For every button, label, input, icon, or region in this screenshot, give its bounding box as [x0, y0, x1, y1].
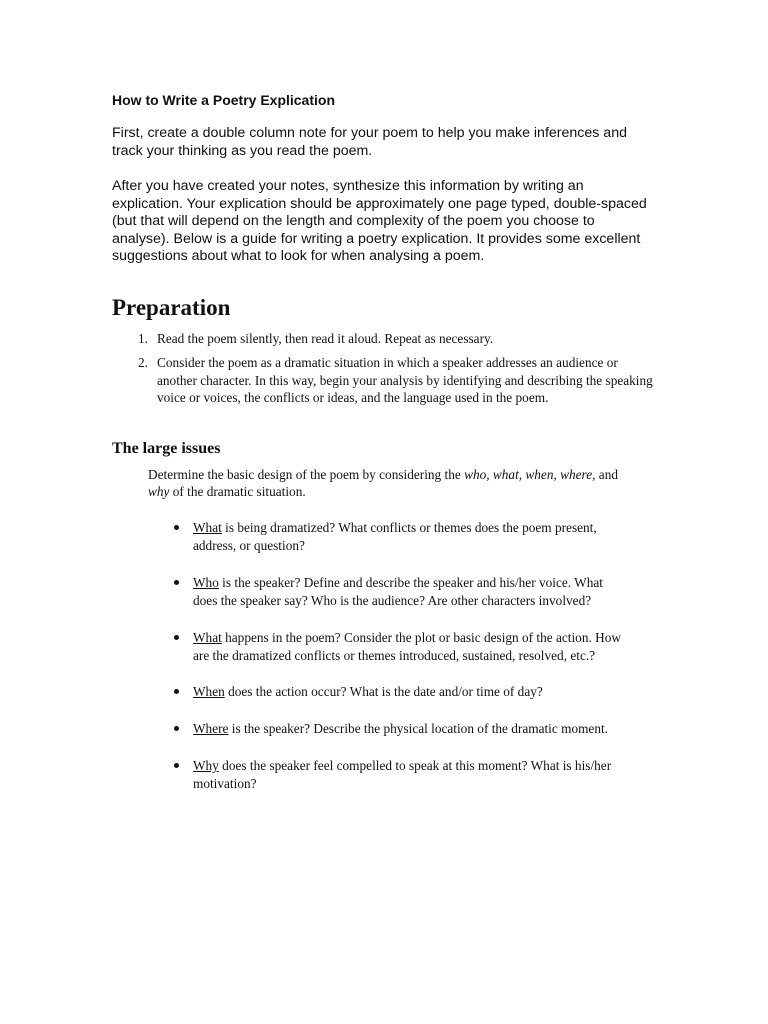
- step-text: Read the poem silently, then read it aloud. Repeat as necessary.: [157, 331, 494, 346]
- list-item: [172, 720, 622, 738]
- bullet-icon: [174, 689, 179, 694]
- bullet-icon: [174, 635, 179, 640]
- large-issues-bullet-list: [172, 519, 622, 812]
- intro-italic-why: why: [148, 484, 170, 500]
- list-item: [172, 574, 622, 610]
- bullet-text: does the action occur? What is the date and/or time of day?: [224, 684, 543, 700]
- bullet-text: is the speaker? Define and describe the speaker and his/her voice. What does the speaker say? Who is the audience? Are other characters involved?: [193, 574, 603, 608]
- bullet-icon: [174, 726, 179, 731]
- bullet-keyword: What: [193, 520, 222, 535]
- bullet-icon: [174, 580, 179, 585]
- list-item: [172, 683, 622, 701]
- step-text: Consider the poem as a dramatic situation in which a speaker addresses an audience or another character. In this way, begin your analysis by identifying and describing the speaking voice or voices, the conflicts or ideas, and the language used in the poem.: [157, 355, 653, 405]
- preparation-steps-list: [138, 330, 658, 413]
- bullet-text: is being dramatized? What conflicts or themes does the poem present, address, or question?: [193, 520, 597, 553]
- preparation-heading: Preparation: [112, 295, 231, 320]
- list-item: [172, 757, 622, 793]
- intro-paragraph-2: After you have created your notes, synthesize this information by writing an explication. Your explication should be approximately one page typed, double-spaced (but that will depend on the length and complexity of the poem you choose to analyse). Below is a guide for writing a poetry explication. It provides some excellent suggestions about what to look for when analysing a poem.: [112, 178, 647, 264]
- list-item: [138, 354, 658, 406]
- bullet-text: does the speaker feel compelled to speak at this moment? What is his/her motivation?: [193, 758, 612, 792]
- intro-text: Determine the basic design of the poem by considering the: [148, 467, 465, 482]
- bullet-keyword: Where: [193, 721, 229, 737]
- bullet-text: is the speaker? Describe the physical location of the dramatic moment.: [228, 721, 609, 737]
- bullet-keyword: Who: [193, 574, 219, 590]
- intro-italic-terms: who, what, when, where,: [464, 467, 596, 482]
- bullet-icon: [174, 525, 179, 530]
- step-number: 2.: [138, 355, 148, 371]
- bullet-keyword: Why: [193, 758, 219, 774]
- step-number: 1.: [138, 331, 148, 346]
- intro-text: of the dramatic situation.: [169, 484, 306, 500]
- bullet-keyword: What: [193, 629, 222, 645]
- large-issues-heading: The large issues: [112, 440, 221, 457]
- list-item: [172, 629, 622, 665]
- bullet-text: happens in the poem? Consider the plot or basic design of the action. How are the dramatized conflicts or themes introduced, sustained, resolved, etc.?: [193, 629, 621, 663]
- intro-text: and: [595, 467, 618, 482]
- page-title: How to Write a Poetry Explication: [112, 92, 336, 108]
- large-issues-intro: [148, 466, 628, 501]
- bullet-keyword: When: [193, 684, 225, 700]
- list-item: [138, 330, 658, 347]
- intro-paragraph-1: First, create a double column note for your poem to help you make inferences and track your thinking as you read the poem.: [112, 125, 627, 159]
- bullet-icon: [174, 763, 179, 768]
- list-item: [172, 519, 622, 555]
